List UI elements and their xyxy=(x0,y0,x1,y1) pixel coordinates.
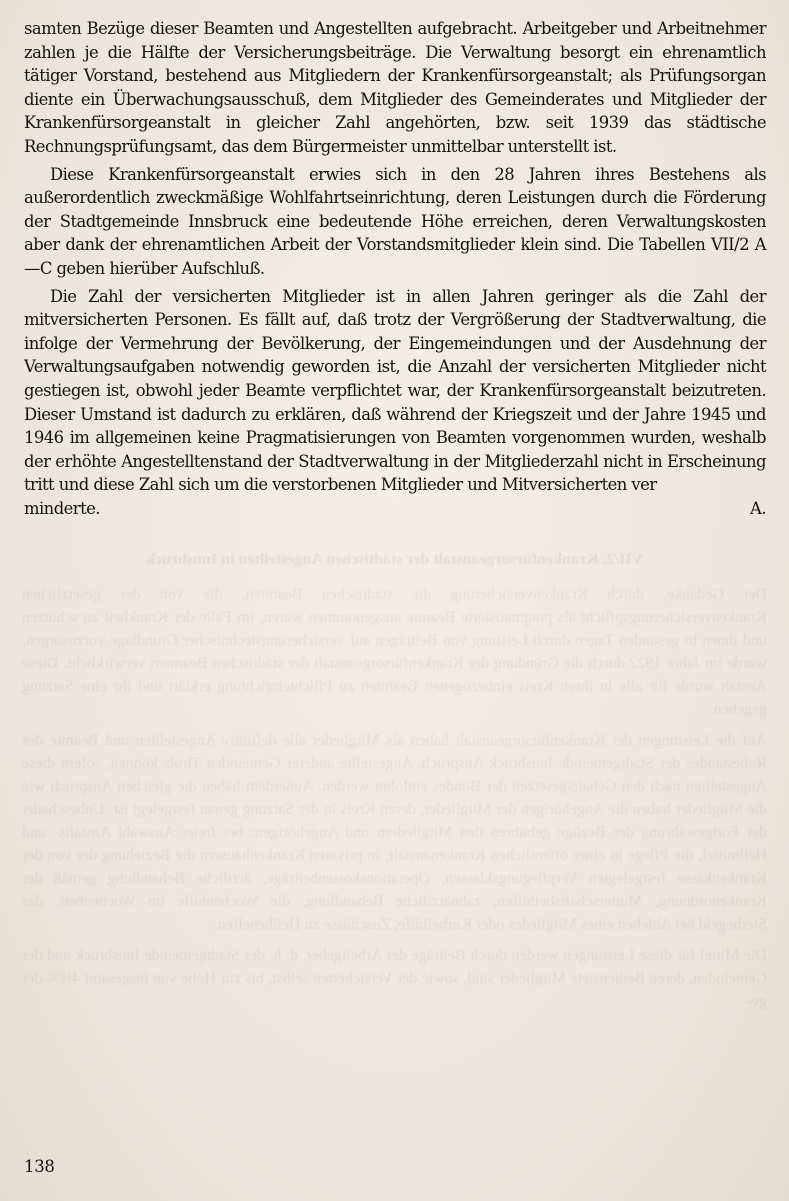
page-number: 138 xyxy=(24,1157,55,1176)
paragraph-2: Diese Krankenfürsorgeanstalt erwies sich in den 28 Jahren ihres Bestehens als außerordentlich zweckmäßige Wohlfahrtseinrichtung, deren Leistungen durch die Förderung der Stadtgemeinde Innsbruck eine bedeutende Höhe erreichen, deren Verwaltungskosten aber dank der ehrenamtlichen Arbeit der Vorstandsmitglieder klein sind. Die Tabellen VII/2 A—C geben hierüber Aufschluß. xyxy=(24,164,766,278)
show-through-text: VII/2. Krankenfürsorgeanstalt der städtischen Angestellten in Innsbruck Der Gedanke, durch Krankenversicherung die städtischen Beamten, die von der gesetzlichen Krankenversicherungspflicht als pragmatisierte Beamte ausgenommen waren, im Falle der Krankheit zu schützen und ihnen in gesunden Tagen durch Leistung von Beiträgen auf versicherungstechnischer Grundlage vorzusorgen, wurde im Jahre 1922 durch die Gründung der Krankenfürsorgeanstalt der städtischen Beamten verwirklicht. Diese Anstalt wurde für alle in ihren Kreis einbezogenen Beamten zu Pflichteinrichtung erklärt und ihr eine Satzung gegeben. Auf die Leistungen der Krankenfürsorgeanstalt haben als Mitglieder alle definitiv Angestellten und Beamte des Ruhestandes der Stadtgemeinde Innsbruck Anspruch. Angestellte anderer Gemeinden Tirols können, sofern diese Angestellten nach den Gehaltsgesetzen der Bundes entlohnt werden. Außerdem haben die gleichen Anspruch wie die Mitglieder haben die Angehörigen der Mitglieder, deren Kreis in der Satzung genau festgelegt ist. Unbeschadet der Fortgewährung der Bezüge gebühren den Mitgliedern und Angehörigen: bei freier Auswahl Anstalts- und Heilmittel, die Pflege in einer öffentlichen Krankenanstalt, in privaten Krankenhäusern die Beziehung der von der Krankenkasse festgelegten Verpflegungsklassen, Operationskostenbeiträge, ärztliche Behandlung gemäß der Krankenordnung, Mutterschaftsbeihilfen, zahnärztliche Behandlung, die Wochenhilfe im Wochenbett, das Sterbegeld bei Ableben eines Mitgliedes oder Kurbeihilfe, Zuschüsse zu Heilbehelfen. Die Mittel für diese Leistungen werden durch Beiträge der Arbeitgeber, d. h. der Stadtgemeinde Innsbruck und der Gemeinden, deren Bedienstete Mitglieder sind, sowie der Versicherten selbst, bis zur Höhe von insgesamt 4½% der ge- xyxy=(22,551,767,1010)
paragraph-1: samten Bezüge dieser Beamten und Angestellten aufgebracht. Arbeitgeber und Arbeitnehmer zahlen je die Hälfte der Versicherungsbeiträge. Die Verwaltung besorgt ein ehrenamtlich tätiger Vorstand, bestehend aus Mitgliedern der Krankenfürsorgeanstalt; als Prüfungsorgan diente ein Überwachungsausschuß, dem Mitglieder des Gemeinderates und Mitglieder der Krankenfürsorgeanstalt in gleicher Zahl angehörten, bzw. seit 1939 das städtische Rechnungsprüfungsamt, das dem Bürgermeister unmittelbar unterstellt ist. xyxy=(24,19,766,156)
author-signature: A. xyxy=(750,498,766,518)
paragraph-3-closing-line xyxy=(24,497,766,521)
paragraph-3: Die Zahl der versicherten Mitglieder ist in allen Jahren geringer als die Zahl der mitversicherten Personen. Es fällt auf, daß trotz der Vergrößerung der Stadtverwaltung, die infolge der Vermehrung der Bevölkerung, der Eingemeindungen und der Ausdehnung der Verwaltungsaufgaben notwendig geworden ist, die Anzahl der versicherten Mitglieder nicht gestiegen ist, obwohl jeder Beamte verpflichtet war, der Krankenfürsorgeanstalt beizutreten. Dieser Umstand ist dadurch zu erklären, daß während der Kriegszeit und der Jahre 1945 und 1946 im allgemeinen keine Pragmatisierungen von Beamten vorgenommen wurden, weshalb der erhöhte Angestelltenstand der Stadtverwaltung in der Mitgliederzahl nicht in Erscheinung tritt und diese Zahl sich um die verstorbenen Mitglieder und Mitversicherten ver xyxy=(24,286,766,495)
paragraph-3-last-word: minderte. xyxy=(24,498,100,518)
body-text xyxy=(24,17,766,520)
